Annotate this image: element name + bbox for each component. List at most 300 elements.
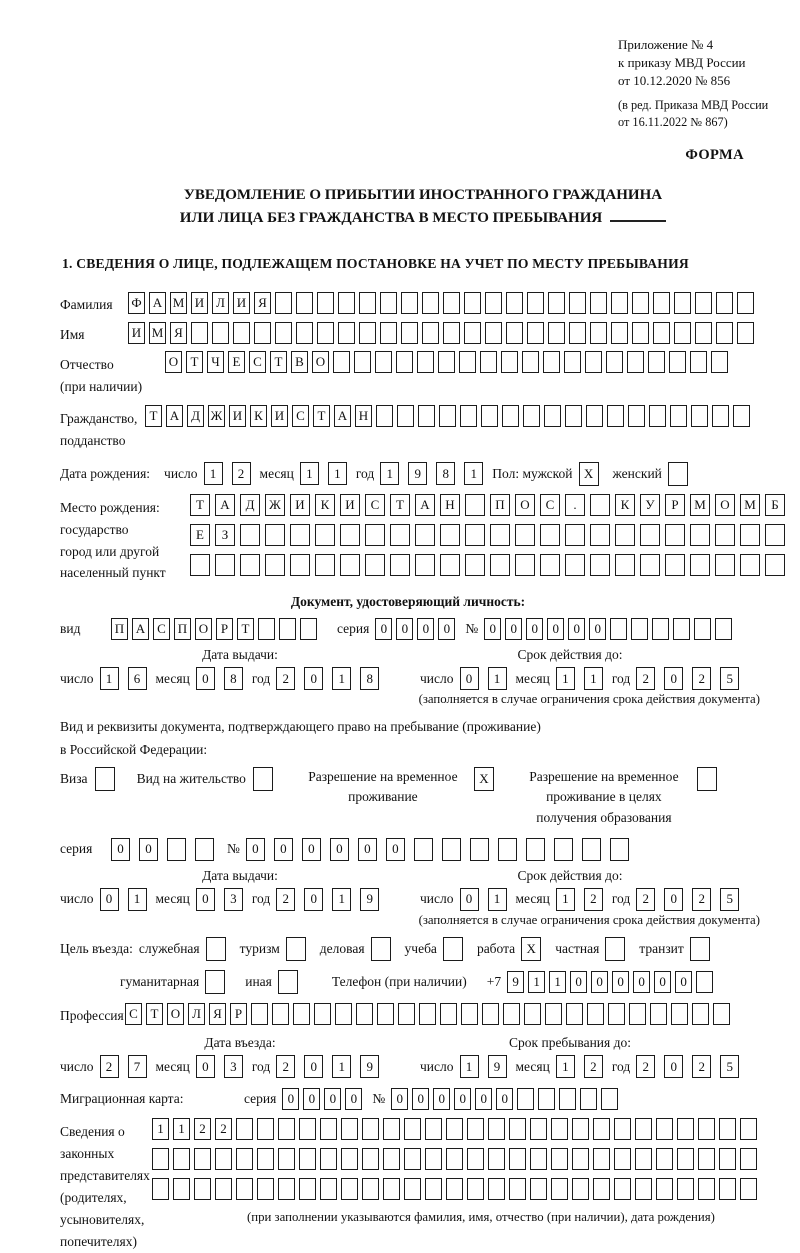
form-cell[interactable]: И	[271, 405, 288, 427]
form-cell[interactable]	[440, 554, 460, 576]
form-cell[interactable]: 0	[358, 838, 377, 861]
form-cell[interactable]: 0	[496, 1088, 513, 1110]
form-cell[interactable]	[464, 322, 481, 344]
form-cell[interactable]	[376, 405, 393, 427]
form-cell[interactable]: 0	[568, 618, 585, 640]
form-cell[interactable]	[460, 405, 477, 427]
form-cell[interactable]	[293, 1003, 310, 1025]
form-cell[interactable]	[524, 1003, 541, 1025]
form-cell[interactable]	[653, 292, 670, 314]
form-cell[interactable]	[694, 618, 711, 640]
form-cell[interactable]	[371, 937, 391, 961]
form-cell[interactable]	[611, 322, 628, 344]
form-cell[interactable]	[690, 351, 707, 373]
form-cell[interactable]: 0	[438, 618, 455, 640]
form-cell[interactable]	[695, 292, 712, 314]
form-cell[interactable]: Ж	[208, 405, 225, 427]
form-cell[interactable]	[240, 524, 260, 546]
form-cell[interactable]: 0	[274, 838, 293, 861]
form-cell[interactable]	[215, 1148, 232, 1170]
form-cell[interactable]: 3	[224, 888, 243, 911]
purpose-tourism-checkbox[interactable]	[286, 937, 310, 961]
form-cell[interactable]	[656, 1178, 673, 1200]
form-cell[interactable]	[425, 1118, 442, 1140]
form-cell[interactable]	[543, 351, 560, 373]
form-cell[interactable]	[590, 554, 610, 576]
form-cell[interactable]: И	[290, 494, 310, 516]
form-cell[interactable]: 1	[300, 462, 319, 485]
form-cell[interactable]	[737, 292, 754, 314]
form-cell[interactable]	[278, 1178, 295, 1200]
form-cell[interactable]: Ч	[207, 351, 224, 373]
form-cell[interactable]	[296, 292, 313, 314]
form-cell[interactable]	[233, 322, 250, 344]
form-cell[interactable]: М	[690, 494, 710, 516]
form-cell[interactable]	[340, 524, 360, 546]
form-cell[interactable]: 8	[360, 667, 379, 690]
form-cell[interactable]	[341, 1118, 358, 1140]
form-cell[interactable]	[299, 1148, 316, 1170]
form-cell[interactable]	[278, 1118, 295, 1140]
form-cell[interactable]	[632, 292, 649, 314]
form-cell[interactable]: С	[125, 1003, 142, 1025]
form-cell[interactable]: Т	[313, 405, 330, 427]
form-cell[interactable]	[740, 1148, 757, 1170]
form-cell[interactable]	[668, 462, 688, 486]
form-cell[interactable]	[540, 554, 560, 576]
form-cell[interactable]	[438, 351, 455, 373]
form-cell[interactable]: А	[149, 292, 166, 314]
form-cell[interactable]: Я	[209, 1003, 226, 1025]
form-cell[interactable]: 2	[584, 888, 603, 911]
form-cell[interactable]	[300, 618, 317, 640]
form-cell[interactable]	[341, 1178, 358, 1200]
permit-issue-year-cells[interactable]	[276, 888, 388, 911]
form-cell[interactable]	[290, 524, 310, 546]
form-cell[interactable]	[356, 1003, 373, 1025]
form-cell[interactable]	[440, 524, 460, 546]
form-cell[interactable]: 0	[664, 1055, 683, 1078]
form-cell[interactable]	[564, 351, 581, 373]
form-cell[interactable]	[719, 1148, 736, 1170]
form-cell[interactable]	[572, 1178, 589, 1200]
form-cell[interactable]: 0	[633, 971, 650, 993]
form-cell[interactable]: К	[615, 494, 635, 516]
form-cell[interactable]: 0	[417, 618, 434, 640]
form-cell[interactable]	[446, 1178, 463, 1200]
form-cell[interactable]	[490, 524, 510, 546]
form-cell[interactable]: Л	[212, 292, 229, 314]
form-cell[interactable]	[530, 1178, 547, 1200]
entry-month-cells[interactable]	[196, 1055, 252, 1078]
form-cell[interactable]	[380, 292, 397, 314]
doc-number-cells[interactable]	[484, 618, 736, 640]
form-cell[interactable]	[628, 405, 645, 427]
form-cell[interactable]	[608, 1003, 625, 1025]
form-cell[interactable]: О	[165, 351, 182, 373]
temp-permit-checkbox[interactable]	[474, 767, 498, 791]
permit-valid-day-cells[interactable]	[460, 888, 516, 911]
form-cell[interactable]	[194, 1148, 211, 1170]
form-cell[interactable]	[152, 1178, 169, 1200]
form-cell[interactable]	[422, 322, 439, 344]
form-cell[interactable]	[470, 838, 489, 861]
form-cell[interactable]: А	[166, 405, 183, 427]
temp-permit-edu-checkbox[interactable]	[697, 767, 721, 791]
form-cell[interactable]: 0	[664, 888, 683, 911]
form-cell[interactable]: 1	[332, 888, 351, 911]
form-cell[interactable]: 0	[460, 667, 479, 690]
form-cell[interactable]	[765, 554, 785, 576]
form-cell[interactable]: 1	[128, 888, 147, 911]
form-cell[interactable]: .	[565, 494, 585, 516]
form-cell[interactable]	[515, 554, 535, 576]
form-cell[interactable]: З	[215, 524, 235, 546]
form-cell[interactable]: С	[249, 351, 266, 373]
form-cell[interactable]	[278, 970, 298, 994]
form-cell[interactable]	[548, 292, 565, 314]
form-cell[interactable]: 9	[488, 1055, 507, 1078]
form-cell[interactable]: Р	[230, 1003, 247, 1025]
form-cell[interactable]: 0	[303, 1088, 320, 1110]
form-cell[interactable]	[257, 1178, 274, 1200]
form-cell[interactable]	[377, 1003, 394, 1025]
form-cell[interactable]: 5	[720, 1055, 739, 1078]
form-cell[interactable]	[640, 524, 660, 546]
form-cell[interactable]	[605, 937, 625, 961]
doc-issue-day-cells[interactable]	[100, 667, 156, 690]
form-cell[interactable]: 1	[204, 462, 223, 485]
form-cell[interactable]	[265, 524, 285, 546]
form-cell[interactable]	[279, 618, 296, 640]
form-cell[interactable]	[464, 292, 481, 314]
form-cell[interactable]: 2	[194, 1118, 211, 1140]
permit-number-cells[interactable]	[246, 838, 638, 861]
form-cell[interactable]: 0	[196, 1055, 215, 1078]
form-cell[interactable]	[257, 1118, 274, 1140]
legal-reps-cells-row2[interactable]	[152, 1148, 761, 1170]
form-cell[interactable]	[354, 351, 371, 373]
form-cell[interactable]: 1	[488, 667, 507, 690]
form-cell[interactable]: Т	[237, 618, 254, 640]
purpose-official-checkbox[interactable]	[206, 937, 230, 961]
form-cell[interactable]	[587, 1003, 604, 1025]
form-cell[interactable]	[443, 937, 463, 961]
form-cell[interactable]: С	[540, 494, 560, 516]
form-cell[interactable]: 2	[692, 888, 711, 911]
form-cell[interactable]: 2	[636, 888, 655, 911]
form-cell[interactable]	[317, 292, 334, 314]
form-cell[interactable]	[615, 524, 635, 546]
form-cell[interactable]	[419, 1003, 436, 1025]
form-cell[interactable]	[590, 292, 607, 314]
doc-issue-month-cells[interactable]	[196, 667, 252, 690]
form-cell[interactable]	[740, 524, 760, 546]
form-cell[interactable]	[640, 554, 660, 576]
form-cell[interactable]: 1	[460, 1055, 479, 1078]
form-cell[interactable]	[740, 1178, 757, 1200]
form-cell[interactable]	[167, 838, 186, 861]
form-cell[interactable]: 0	[304, 1055, 323, 1078]
form-cell[interactable]: У	[640, 494, 660, 516]
form-cell[interactable]: 0	[391, 1088, 408, 1110]
form-cell[interactable]	[695, 322, 712, 344]
form-cell[interactable]	[240, 554, 260, 576]
form-cell[interactable]	[697, 767, 717, 791]
form-cell[interactable]	[383, 1178, 400, 1200]
form-cell[interactable]: 5	[720, 667, 739, 690]
form-cell[interactable]	[173, 1178, 190, 1200]
purpose-humanitarian-checkbox[interactable]	[205, 970, 229, 994]
form-cell[interactable]	[527, 292, 544, 314]
form-cell[interactable]: В	[291, 351, 308, 373]
form-cell[interactable]	[566, 1003, 583, 1025]
form-cell[interactable]: 1	[100, 667, 119, 690]
form-cell[interactable]	[523, 405, 540, 427]
form-cell[interactable]	[569, 292, 586, 314]
form-cell[interactable]: 0	[475, 1088, 492, 1110]
form-cell[interactable]: 1	[464, 462, 483, 485]
form-cell[interactable]	[439, 405, 456, 427]
patronymic-cells[interactable]	[165, 351, 732, 373]
form-cell[interactable]: Б	[765, 494, 785, 516]
permit-issue-month-cells[interactable]	[196, 888, 252, 911]
form-cell[interactable]	[194, 1178, 211, 1200]
form-cell[interactable]: 0	[345, 1088, 362, 1110]
form-cell[interactable]	[465, 494, 485, 516]
birth-month-cells[interactable]	[300, 462, 356, 485]
form-cell[interactable]	[359, 322, 376, 344]
form-cell[interactable]	[696, 971, 713, 993]
form-cell[interactable]: Е	[228, 351, 245, 373]
form-cell[interactable]	[716, 322, 733, 344]
form-cell[interactable]	[506, 292, 523, 314]
form-cell[interactable]: 1	[556, 888, 575, 911]
form-cell[interactable]	[362, 1148, 379, 1170]
form-cell[interactable]	[236, 1148, 253, 1170]
form-cell[interactable]: 0	[433, 1088, 450, 1110]
visa-checkbox[interactable]	[95, 767, 119, 791]
form-cell[interactable]	[440, 1003, 457, 1025]
form-cell[interactable]: 2	[636, 667, 655, 690]
form-cell[interactable]: 0	[330, 838, 349, 861]
form-cell[interactable]	[253, 767, 273, 791]
form-cell[interactable]	[338, 292, 355, 314]
form-cell[interactable]	[716, 292, 733, 314]
stay-month-cells[interactable]	[556, 1055, 612, 1078]
form-cell[interactable]	[467, 1118, 484, 1140]
residence-permit-checkbox[interactable]	[253, 767, 277, 791]
form-cell[interactable]	[548, 322, 565, 344]
form-cell[interactable]	[712, 405, 729, 427]
form-cell[interactable]: 0	[396, 618, 413, 640]
form-cell[interactable]	[551, 1118, 568, 1140]
form-cell[interactable]	[593, 1118, 610, 1140]
form-cell[interactable]: О	[195, 618, 212, 640]
form-cell[interactable]: 2	[636, 1055, 655, 1078]
form-cell[interactable]	[467, 1148, 484, 1170]
form-cell[interactable]	[417, 351, 434, 373]
form-cell[interactable]	[601, 1088, 618, 1110]
form-cell[interactable]	[320, 1118, 337, 1140]
form-cell[interactable]: 1	[173, 1118, 190, 1140]
form-cell[interactable]	[635, 1148, 652, 1170]
legal-reps-cells-row3[interactable]	[152, 1178, 761, 1200]
form-cell[interactable]: 1	[528, 971, 545, 993]
form-cell[interactable]: 1	[380, 462, 399, 485]
form-cell[interactable]	[677, 1148, 694, 1170]
form-cell[interactable]	[425, 1178, 442, 1200]
form-cell[interactable]	[335, 1003, 352, 1025]
form-cell[interactable]	[690, 524, 710, 546]
form-cell[interactable]	[517, 1088, 534, 1110]
citizenship-cells[interactable]	[145, 405, 754, 427]
form-cell[interactable]	[572, 1148, 589, 1170]
form-cell[interactable]: 9	[360, 888, 379, 911]
doc-series-cells[interactable]	[375, 618, 459, 640]
form-cell[interactable]	[670, 405, 687, 427]
migration-card-series-cells[interactable]	[282, 1088, 366, 1110]
form-cell[interactable]: Е	[190, 524, 210, 546]
form-cell[interactable]	[299, 1118, 316, 1140]
form-cell[interactable]: Т	[186, 351, 203, 373]
form-cell[interactable]: 0	[246, 838, 265, 861]
form-cell[interactable]: 1	[332, 667, 351, 690]
form-cell[interactable]: Д	[187, 405, 204, 427]
form-cell[interactable]	[606, 351, 623, 373]
form-cell[interactable]	[265, 554, 285, 576]
form-cell[interactable]	[320, 1178, 337, 1200]
form-cell[interactable]	[648, 351, 665, 373]
form-cell[interactable]: Н	[440, 494, 460, 516]
form-cell[interactable]	[649, 405, 666, 427]
form-cell[interactable]	[607, 405, 624, 427]
form-cell[interactable]	[673, 618, 690, 640]
form-cell[interactable]: 0	[454, 1088, 471, 1110]
form-cell[interactable]: П	[111, 618, 128, 640]
form-cell[interactable]	[690, 554, 710, 576]
form-cell[interactable]: 2	[276, 1055, 295, 1078]
form-cell[interactable]: Р	[665, 494, 685, 516]
form-cell[interactable]: С	[365, 494, 385, 516]
form-cell[interactable]: А	[132, 618, 149, 640]
form-cell[interactable]: 0	[196, 667, 215, 690]
form-cell[interactable]	[610, 838, 629, 861]
form-cell[interactable]	[275, 292, 292, 314]
form-cell[interactable]	[340, 554, 360, 576]
form-cell[interactable]: О	[515, 494, 535, 516]
form-cell[interactable]	[296, 322, 313, 344]
form-cell[interactable]: С	[153, 618, 170, 640]
form-cell[interactable]: 0	[675, 971, 692, 993]
form-cell[interactable]	[733, 405, 750, 427]
form-cell[interactable]	[527, 322, 544, 344]
form-cell[interactable]: 1	[584, 667, 603, 690]
form-cell[interactable]: 1	[152, 1118, 169, 1140]
form-cell[interactable]	[691, 405, 708, 427]
form-cell[interactable]	[674, 292, 691, 314]
form-cell[interactable]	[502, 405, 519, 427]
form-cell[interactable]	[509, 1178, 526, 1200]
form-cell[interactable]	[665, 524, 685, 546]
form-cell[interactable]	[383, 1118, 400, 1140]
form-cell[interactable]: 0	[375, 618, 392, 640]
surname-cells[interactable]	[128, 292, 758, 314]
birth-place-cells-row1[interactable]	[190, 494, 790, 516]
form-cell[interactable]	[593, 1148, 610, 1170]
form-cell[interactable]: А	[334, 405, 351, 427]
form-cell[interactable]: 0	[526, 618, 543, 640]
form-cell[interactable]	[551, 1148, 568, 1170]
form-cell[interactable]	[375, 351, 392, 373]
form-cell[interactable]: И	[229, 405, 246, 427]
form-cell[interactable]: А	[215, 494, 235, 516]
form-cell[interactable]: 0	[654, 971, 671, 993]
form-cell[interactable]: 2	[100, 1055, 119, 1078]
purpose-study-checkbox[interactable]	[443, 937, 467, 961]
form-cell[interactable]	[652, 618, 669, 640]
form-cell[interactable]	[383, 1148, 400, 1170]
form-cell[interactable]	[212, 322, 229, 344]
form-cell[interactable]	[215, 554, 235, 576]
form-cell[interactable]: М	[170, 292, 187, 314]
doc-issue-year-cells[interactable]	[276, 667, 388, 690]
form-cell[interactable]: О	[167, 1003, 184, 1025]
form-cell[interactable]: Ж	[265, 494, 285, 516]
form-cell[interactable]	[195, 838, 214, 861]
form-cell[interactable]	[671, 1003, 688, 1025]
form-cell[interactable]	[737, 322, 754, 344]
form-cell[interactable]	[481, 405, 498, 427]
form-cell[interactable]	[275, 322, 292, 344]
form-cell[interactable]	[590, 494, 610, 516]
form-cell[interactable]	[488, 1148, 505, 1170]
form-cell[interactable]	[503, 1003, 520, 1025]
doc-valid-month-cells[interactable]	[556, 667, 612, 690]
form-cell[interactable]: О	[715, 494, 735, 516]
form-cell[interactable]: Т	[390, 494, 410, 516]
form-cell[interactable]	[299, 1178, 316, 1200]
birth-day-cells[interactable]	[204, 462, 260, 485]
sex-male-checkbox[interactable]	[579, 462, 603, 486]
form-cell[interactable]: Т	[270, 351, 287, 373]
form-cell[interactable]	[365, 554, 385, 576]
purpose-private-checkbox[interactable]	[605, 937, 629, 961]
form-cell[interactable]	[404, 1118, 421, 1140]
form-cell[interactable]: 3	[224, 1055, 243, 1078]
form-cell[interactable]	[414, 838, 433, 861]
form-cell[interactable]	[627, 351, 644, 373]
form-cell[interactable]	[653, 322, 670, 344]
form-cell[interactable]: П	[174, 618, 191, 640]
form-cell[interactable]: 2	[584, 1055, 603, 1078]
form-cell[interactable]	[526, 838, 545, 861]
form-cell[interactable]	[95, 767, 115, 791]
form-cell[interactable]	[509, 1148, 526, 1170]
form-cell[interactable]	[251, 1003, 268, 1025]
profession-cells[interactable]	[125, 1003, 734, 1025]
form-cell[interactable]	[315, 524, 335, 546]
form-cell[interactable]	[254, 322, 271, 344]
form-cell[interactable]	[482, 1003, 499, 1025]
form-cell[interactable]	[715, 554, 735, 576]
doc-valid-year-cells[interactable]	[636, 667, 748, 690]
form-cell[interactable]	[677, 1178, 694, 1200]
form-cell[interactable]: 1	[328, 462, 347, 485]
form-cell[interactable]	[398, 1003, 415, 1025]
form-cell[interactable]	[610, 618, 627, 640]
form-cell[interactable]	[740, 1118, 757, 1140]
